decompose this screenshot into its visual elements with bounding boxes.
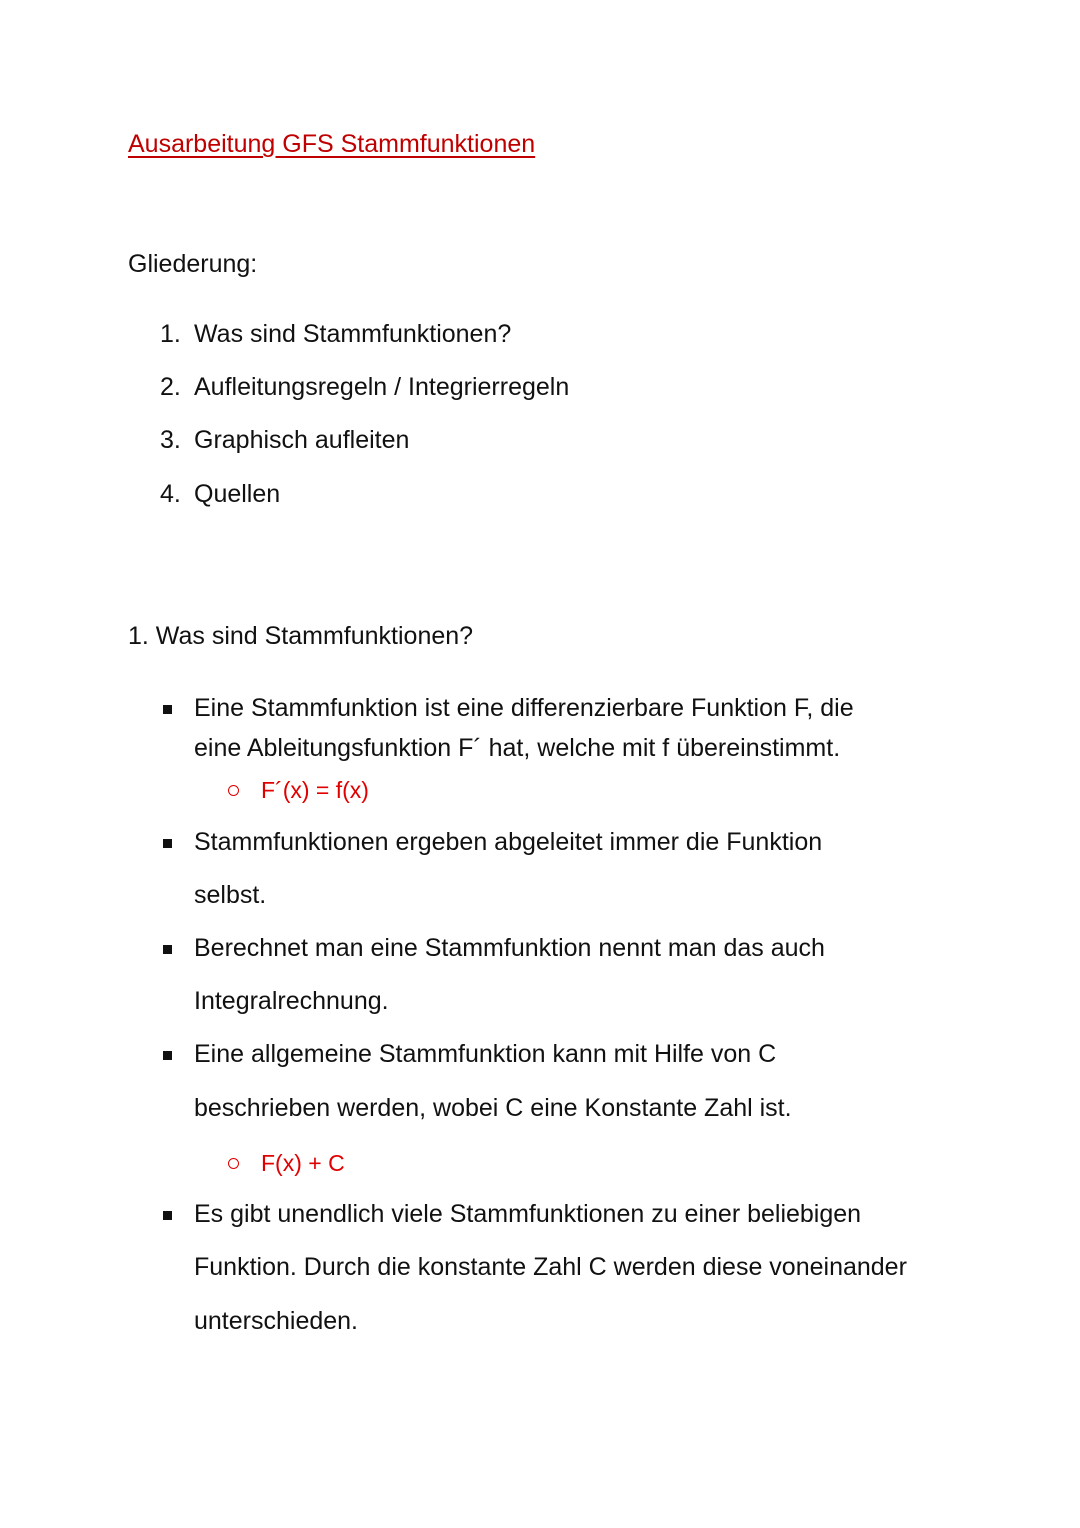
toc-item-number: 3. <box>160 426 181 454</box>
toc-item <box>160 320 511 349</box>
toc-item-label: Graphisch aufleiten <box>194 426 410 454</box>
toc-item <box>160 373 569 402</box>
toc-item-label: Quellen <box>194 480 281 508</box>
bullet-text-line: Eine Stammfunktion ist eine differenzierbare Funktion F, die <box>194 694 854 722</box>
document-title: Ausarbeitung GFS Stammfunktionen <box>128 130 536 158</box>
toc-item-number: 4. <box>160 480 181 508</box>
square-bullet-icon <box>163 705 172 714</box>
square-bullet-icon <box>163 1211 172 1220</box>
formula-text: F(x) + C <box>261 1150 345 1176</box>
formula-text: F´(x) = f(x) <box>261 777 369 803</box>
toc-item <box>160 426 409 455</box>
bullet-text-line: eine Ableitungsfunktion F´ hat, welche mit f übereinstimmt. <box>194 734 841 762</box>
formula-sub-item <box>228 1150 345 1177</box>
bullet-text-line: Integralrechnung. <box>194 987 389 1015</box>
toc-item-number: 2. <box>160 373 181 401</box>
bullet-text-line: Stammfunktionen ergeben abgeleitet immer die Funktion <box>194 828 823 856</box>
toc-item-number: 1. <box>160 320 181 348</box>
toc-item-label: Aufleitungsregeln / Integrierregeln <box>194 373 570 401</box>
section-heading: 1. Was sind Stammfunktionen? <box>128 622 474 650</box>
bullet-text-line: Berechnet man eine Stammfunktion nennt man das auch <box>194 934 825 962</box>
circle-bullet-icon <box>228 1158 239 1169</box>
bullet-text-line: Eine allgemeine Stammfunktion kann mit Hilfe von C <box>194 1040 777 1068</box>
toc-heading: Gliederung: <box>128 250 258 278</box>
circle-bullet-icon <box>228 785 239 796</box>
bullet-text-line: unterschieden. <box>194 1307 359 1335</box>
toc-item <box>160 480 280 509</box>
bullet-text-line: beschrieben werden, wobei C eine Konstante Zahl ist. <box>194 1094 792 1122</box>
bullet-text-line: Funktion. Durch die konstante Zahl C werden diese voneinander <box>194 1253 907 1281</box>
square-bullet-icon <box>163 1051 172 1060</box>
bullet-text-line: selbst. <box>194 881 267 909</box>
square-bullet-icon <box>163 945 172 954</box>
bullet-text-line: Es gibt unendlich viele Stammfunktionen zu einer beliebigen <box>194 1200 862 1228</box>
toc-item-label: Was sind Stammfunktionen? <box>194 320 512 348</box>
formula-sub-item <box>228 777 369 804</box>
square-bullet-icon <box>163 839 172 848</box>
